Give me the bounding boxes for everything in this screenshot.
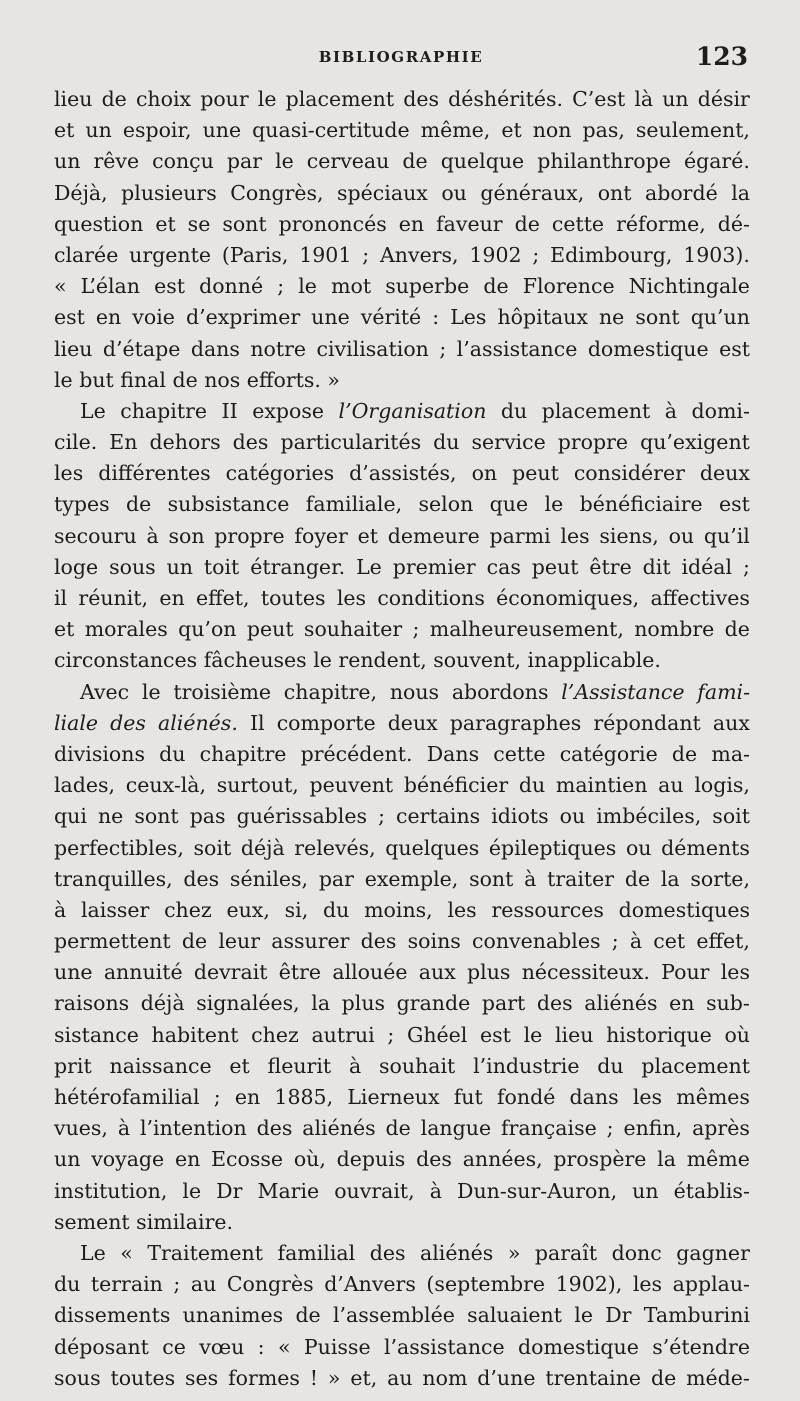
text-line: « L’élan est donné ; le mot superbe de Florence Nichtingale: [54, 274, 750, 299]
text-line: lieu d’étape dans notre civilisation ; l’assistance domestique est: [54, 336, 750, 361]
text-line: cile. En dehors des particularités du service propre qu’exigent: [54, 430, 750, 455]
text-line: dissements unanimes de l’assemblée saluaient le Dr Tamburini: [54, 1303, 750, 1328]
text-line: raisons déjà signalées, la plus grande part des aliénés en sub-: [54, 991, 750, 1016]
running-title: BIBLIOGRAPHIE: [318, 48, 484, 66]
text-line: institution, le Dr Marie ouvrait, à Dun-sur-Auron, un établis-: [54, 1178, 750, 1203]
running-head: [54, 44, 748, 74]
text-line: Le chapitre II expose l’Organisation du placement à domi-: [80, 398, 750, 423]
text-line: circonstances fâcheuses le rendent, souvent, inapplicable.: [54, 648, 661, 673]
text-line: loge sous un toit étranger. Le premier cas peut être dit idéal ;: [54, 554, 750, 579]
text-line: perfectibles, soit déjà relevés, quelques épileptiques ou déments: [54, 835, 750, 860]
text-line: déposant ce vœu : « Puisse l’assistance domestique s’étendre: [54, 1334, 750, 1359]
page-number: 123: [695, 42, 748, 71]
text-line: est en voie d’exprimer une vérité : Les hôpitaux ne sont qu’un: [54, 305, 750, 330]
text-line: sous toutes ses formes ! » et, au nom d’une trentaine de méde-: [54, 1365, 750, 1390]
text-line: les différentes catégories d’assistés, on peut considérer deux: [54, 461, 750, 486]
text-line: et morales qu’on peut souhaiter ; malheureusement, nombre de: [54, 617, 750, 642]
text-line: du terrain ; au Congrès d’Anvers (septembre 1902), les applau-: [54, 1272, 750, 1297]
text-line: question et se sont prononcés en faveur de cette réforme, dé-: [54, 211, 750, 236]
text-line: il réunit, en effet, toutes les conditions économiques, affectives: [54, 586, 750, 610]
text-line: un voyage en Ecosse où, depuis des années, prospère la même: [54, 1147, 750, 1172]
text-line: Le « Traitement familial des aliénés » paraît donc gagner: [80, 1240, 750, 1265]
text-line: secouru à son propre foyer et demeure parmi les siens, ou qu’il: [54, 523, 750, 548]
text-line: à laisser chez eux, si, du moins, les ressources domestiques: [54, 897, 750, 922]
text-line: et un espoir, une quasi-certitude même, et non pas, seulement,: [54, 118, 750, 143]
text-line: Avec le troisième chapitre, nous abordons l’Assistance fami-: [80, 679, 750, 704]
text-line: divisions du chapitre précédent. Dans cette catégorie de ma-: [54, 741, 750, 766]
text-line: Déjà, plusieurs Congrès, spéciaux ou généraux, ont abordé la: [54, 180, 750, 205]
text-line: lieu de choix pour le placement des déshérités. C’est là un désir: [54, 87, 750, 111]
text-line: vues, à l’intention des aliénés de langue française ; enfin, après: [54, 1116, 750, 1141]
text-line: types de subsistance familiale, selon que le bénéficiaire est: [54, 492, 750, 517]
text-line: le but final de nos efforts. »: [54, 367, 340, 392]
text-line: permettent de leur assurer des soins convenables ; à cet effet,: [54, 929, 750, 954]
text-line: lades, ceux-là, surtout, peuvent bénéficier du maintien au logis,: [54, 773, 750, 798]
text-line: clarée urgente (Paris, 1901 ; Anvers, 1902 ; Edimbourg, 1903).: [54, 242, 750, 267]
text-line: qui ne sont pas guérissables ; certains idiots ou imbéciles, soit: [54, 804, 750, 829]
body-text: [54, 84, 750, 1394]
text-line: sement similaire.: [54, 1209, 234, 1234]
text-line: sistance habitent chez autrui ; Ghéel est le lieu historique où: [54, 1022, 750, 1047]
text-line: une annuité devrait être allouée aux plus nécessiteux. Pour les: [54, 960, 750, 985]
text-line: prit naissance et fleurit à souhait l’industrie du placement: [54, 1053, 750, 1078]
text-line: liale des aliénés. Il comporte deux paragraphes répondant aux: [54, 710, 750, 735]
text-line: tranquilles, des séniles, par exemple, sont à traiter de la sorte,: [54, 866, 750, 891]
text-line: un rêve conçu par le cerveau de quelque philanthrope égaré.: [54, 149, 750, 174]
text-line: hétérofamilial ; en 1885, Lierneux fut fondé dans les mêmes: [54, 1085, 750, 1109]
